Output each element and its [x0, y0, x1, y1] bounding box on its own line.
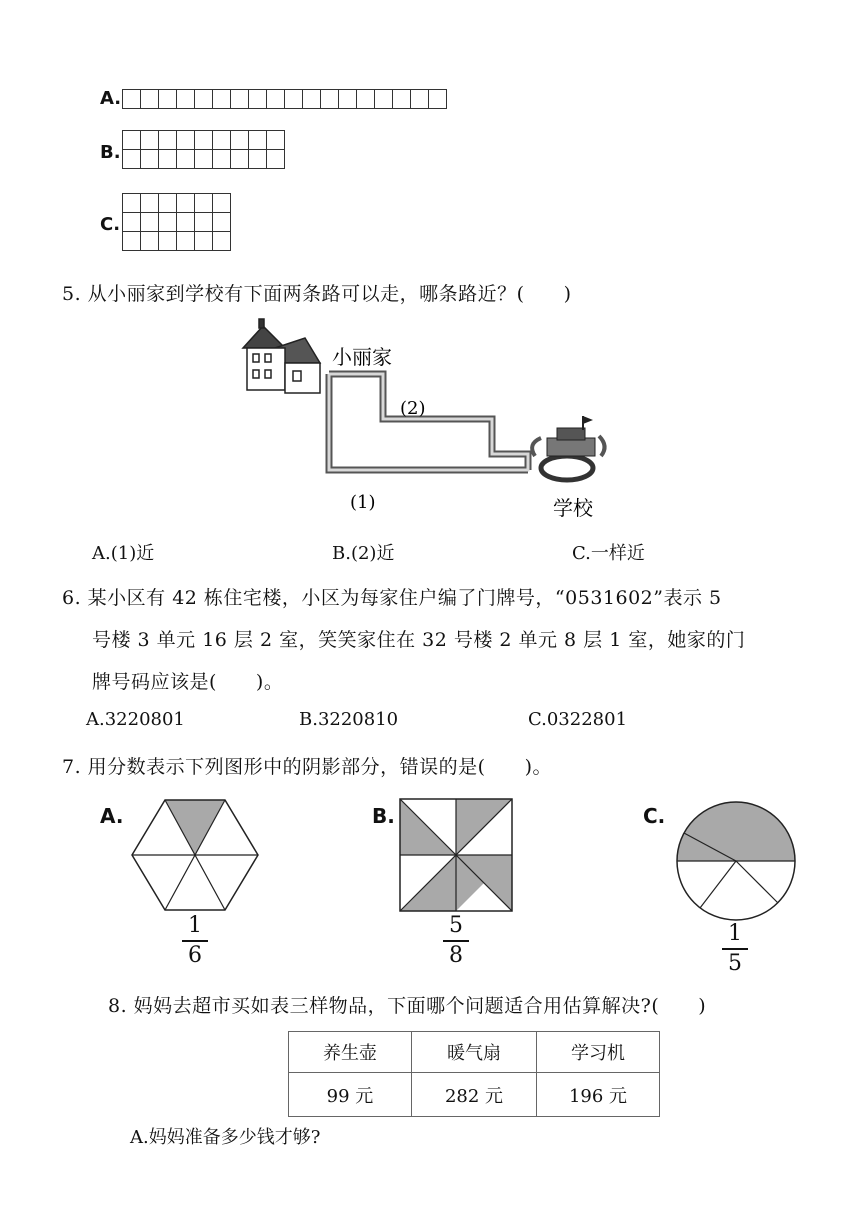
table-header-cell: 学习机 — [537, 1032, 660, 1073]
grid-cell — [411, 90, 429, 109]
route-1-label: (1) — [350, 492, 376, 513]
grid-cell — [177, 194, 195, 213]
grid-cell — [123, 232, 141, 251]
q7-square-figure — [398, 797, 516, 915]
q5-option-a: A.(1)近 — [92, 543, 155, 564]
grid-cell — [123, 213, 141, 232]
grid-cell — [249, 90, 267, 109]
q5-option-c: C.一样近 — [572, 543, 645, 564]
grid-cell — [339, 90, 357, 109]
route-2-path — [329, 374, 528, 470]
grid-cell — [141, 131, 159, 150]
q7-fraction-b-numerator: 5 — [449, 913, 463, 938]
q7-fraction-b-denominator: 8 — [449, 943, 463, 968]
grid-cell — [213, 194, 231, 213]
grid-cell — [195, 131, 213, 150]
grid-cell — [195, 150, 213, 169]
grid-cell — [141, 150, 159, 169]
grid-cell — [213, 232, 231, 251]
grid-cell — [429, 90, 447, 109]
q7-fraction-c — [720, 922, 750, 976]
grid-cell — [159, 90, 177, 109]
q6-option-b: B.3220810 — [299, 709, 399, 730]
grid-row — [123, 194, 231, 213]
q8-option-a: A.妈妈准备多少钱才够? — [130, 1127, 321, 1148]
q7-fraction-a-denominator: 6 — [188, 943, 202, 968]
grid-row — [123, 232, 231, 251]
grid-cell — [213, 90, 231, 109]
q5-route-diagram — [235, 318, 635, 523]
q4-option-a-grid — [122, 89, 447, 109]
grid-cell — [249, 131, 267, 150]
route-2-label: (2) — [400, 398, 426, 419]
grid-row — [123, 90, 447, 109]
grid-cell — [195, 90, 213, 109]
q5-option-b: B.(2)近 — [332, 543, 395, 564]
grid-cell — [195, 213, 213, 232]
grid-cell — [141, 90, 159, 109]
school-label: 学校 — [553, 496, 593, 520]
grid-cell — [159, 213, 177, 232]
q7-fraction-c-numerator: 1 — [728, 921, 742, 946]
grid-cell — [195, 194, 213, 213]
q6-option-c: C.0322801 — [528, 709, 628, 730]
table-header-row — [289, 1032, 660, 1073]
q4-option-c-grid — [122, 193, 231, 251]
grid-cell — [123, 131, 141, 150]
table-cell: 196 元 — [537, 1073, 660, 1117]
grid-cell — [141, 194, 159, 213]
grid-cell — [213, 213, 231, 232]
grid-cell — [159, 194, 177, 213]
table-header-cell: 暖气扇 — [412, 1032, 537, 1073]
table-cell: 99 元 — [289, 1073, 412, 1117]
school-icon — [532, 416, 604, 480]
grid-cell — [249, 150, 267, 169]
q7-shape-a-label: A. — [100, 804, 124, 828]
grid-cell — [159, 232, 177, 251]
table-row — [289, 1073, 660, 1117]
grid-row — [123, 213, 231, 232]
grid-cell — [231, 90, 249, 109]
grid-cell — [267, 90, 285, 109]
q7-hexagon-figure — [128, 797, 262, 915]
q4-option-c-label: C. — [100, 214, 121, 235]
grid-cell — [267, 131, 285, 150]
house-icon — [243, 319, 320, 393]
q5-question-text: 5. 从小丽家到学校有下面两条路可以走，哪条路近？( ) — [62, 283, 572, 305]
grid-cell — [357, 90, 375, 109]
q4-option-a-label: A. — [100, 88, 122, 109]
grid-cell — [303, 90, 321, 109]
grid-cell — [231, 150, 249, 169]
grid-cell — [321, 90, 339, 109]
q7-fraction-c-denominator: 5 — [728, 951, 742, 976]
grid-cell — [285, 90, 303, 109]
q8-question-text: 8. 妈妈去超市买如表三样物品，下面哪个问题适合用估算解决?( ) — [108, 995, 707, 1017]
grid-row — [123, 131, 285, 150]
q6-option-a: A.3220801 — [86, 709, 185, 730]
q7-shape-c-label: C. — [643, 804, 666, 828]
grid-cell — [177, 150, 195, 169]
grid-cell — [123, 150, 141, 169]
q7-question-text: 7. 用分数表示下列图形中的阴影部分，错误的是( )。 — [62, 756, 552, 778]
grid-cell — [141, 232, 159, 251]
q8-price-table — [288, 1031, 660, 1117]
home-label: 小丽家 — [332, 345, 392, 369]
grid-cell — [393, 90, 411, 109]
grid-cell — [213, 131, 231, 150]
grid-cell — [213, 150, 231, 169]
q7-fraction-b — [441, 914, 471, 968]
grid-cell — [375, 90, 393, 109]
grid-cell — [177, 213, 195, 232]
grid-cell — [177, 232, 195, 251]
grid-cell — [267, 150, 285, 169]
grid-cell — [177, 90, 195, 109]
q6-question-line-2: 号楼 3 单元 16 层 2 室，笑笑家住在 32 号楼 2 单元 8 层 1 室，她家的门 — [92, 629, 746, 651]
table-header-cell: 养生壶 — [289, 1032, 412, 1073]
grid-cell — [195, 232, 213, 251]
grid-row — [123, 150, 285, 169]
q7-shape-b-label: B. — [372, 804, 395, 828]
grid-cell — [159, 150, 177, 169]
q6-question-line-3: 牌号码应该是( )。 — [92, 671, 284, 693]
q7-fraction-a-numerator: 1 — [188, 913, 202, 938]
q7-circle-figure — [674, 799, 798, 923]
q4-option-b-label: B. — [100, 142, 121, 163]
grid-cell — [141, 213, 159, 232]
q4-option-b-grid — [122, 130, 285, 169]
table-cell: 282 元 — [412, 1073, 537, 1117]
grid-cell — [177, 131, 195, 150]
grid-cell — [159, 131, 177, 150]
grid-cell — [123, 90, 141, 109]
grid-cell — [231, 131, 249, 150]
grid-cell — [123, 194, 141, 213]
q7-fraction-a — [180, 914, 210, 968]
q6-question-line-1: 6. 某小区有 42 栋住宅楼，小区为每家住户编了门牌号，“0531602”表示 5 — [62, 587, 722, 609]
